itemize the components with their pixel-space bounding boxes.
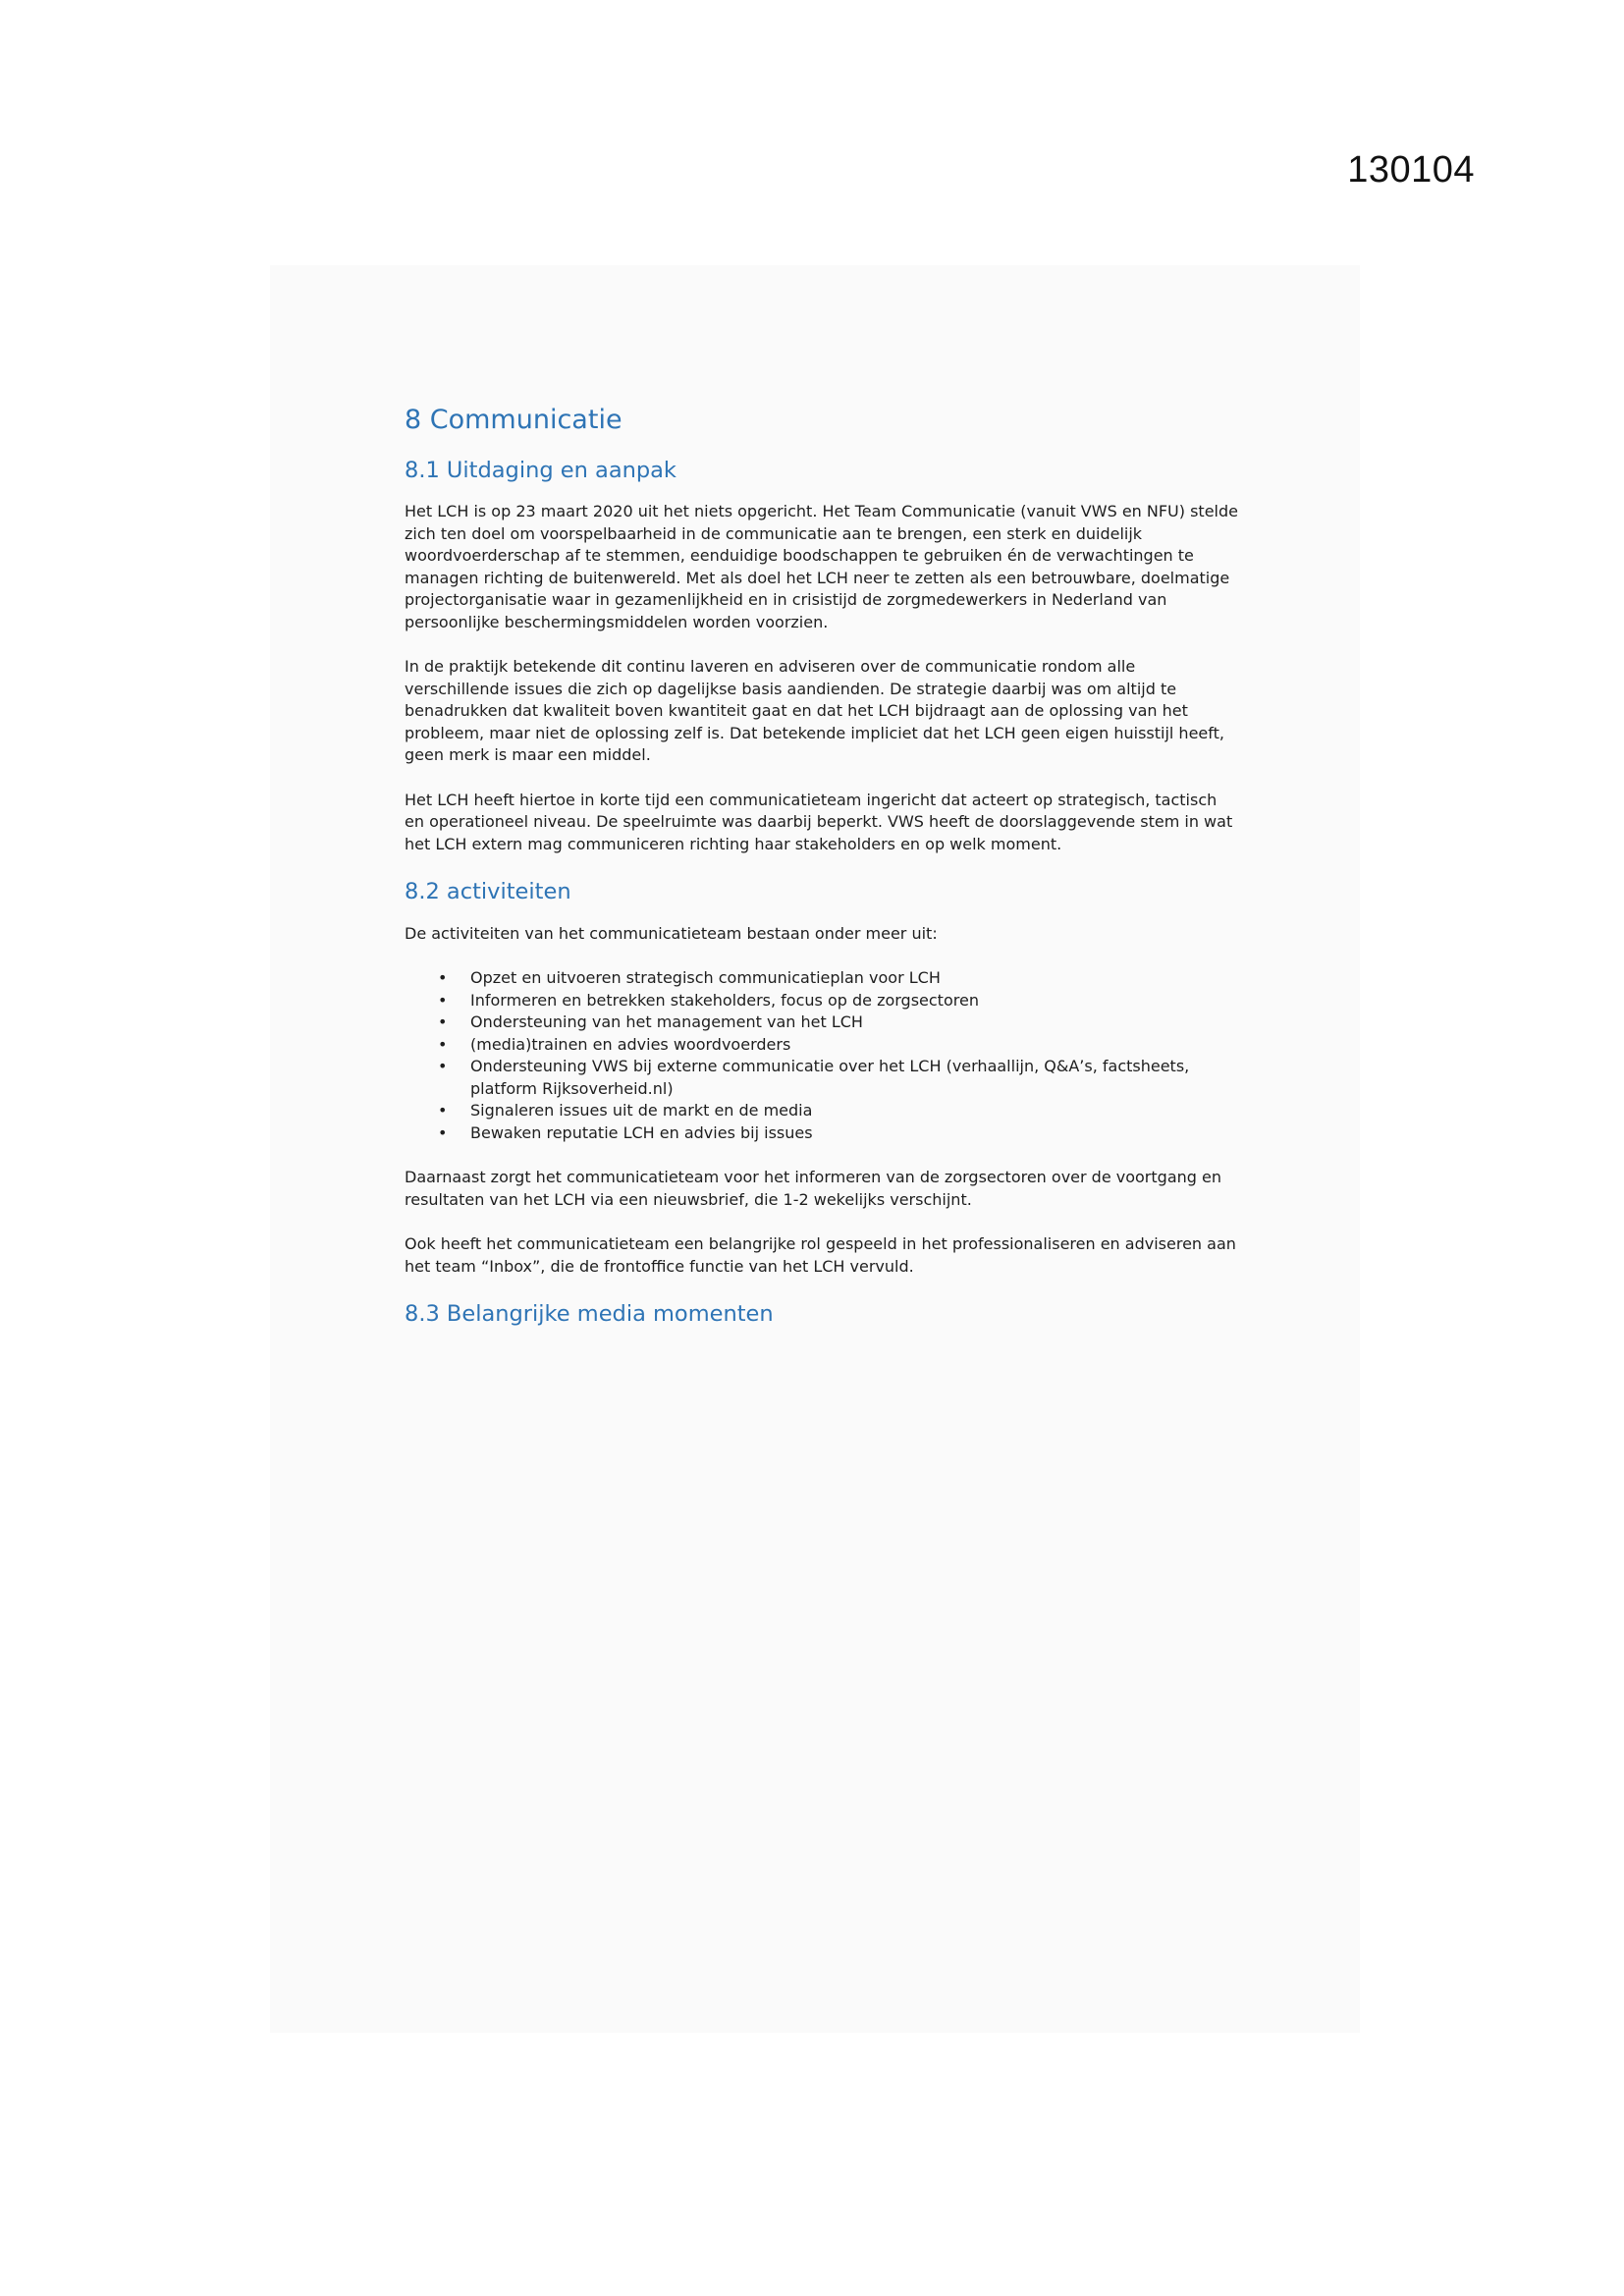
page-content (405, 403, 1239, 1344)
activities-list (405, 967, 1239, 1144)
paragraph-8-2-intro: De activiteiten van het communicatieteam bestaan onder meer uit: (405, 923, 938, 943)
document-number: 130104 (1347, 149, 1475, 191)
paragraph-8-1-2: In de praktijk betekende dit continu laveren en adviseren over de communicatie rondom alle verschillende issues die zich op dagelijkse basis aandienden. De strategie daarbij was om altijd te benadrukken dat kwaliteit boven kwantiteit gaat en dat het LCH bijdraagt aan de oplossing van het probleem, maar niet de oplossing zelf is. Dat betekende impliciet dat het LCH geen eigen huisstijl heeft, geen merk is maar een middel. (405, 657, 1224, 765)
list-item: • Ondersteuning VWS bij externe communicatie over het LCH (verhaallijn, Q&A’s, factsheets, platform Rijksoverheid.nl) (405, 1056, 1239, 1100)
section-title-8-1: 8.1 Uitdaging en aanpak (405, 458, 677, 484)
list-item: • Ondersteuning van het management van het LCH (405, 1011, 1239, 1034)
paragraph-8-2-1: Daarnaast zorgt het communicatieteam voor het informeren van de zorgsectoren over de voortgang en resultaten van het LCH via een nieuwsbrief, die 1-2 wekelijks verschijnt. (405, 1168, 1221, 1209)
list-item: • Informeren en betrekken stakeholders, focus op de zorgsectoren (405, 990, 1239, 1012)
list-item: • Opzet en uitvoeren strategisch communicatieplan voor LCH (405, 967, 1239, 990)
list-item: • Bewaken reputatie LCH en advies bij issues (405, 1122, 1239, 1145)
list-item: • Signaleren issues uit de markt en de media (405, 1100, 1239, 1122)
paragraph-8-2-2: Ook heeft het communicatieteam een belangrijke rol gespeeld in het professionaliseren en adviseren aan het team “Inbox”, die de frontoffice functie van het LCH vervuld. (405, 1234, 1236, 1276)
section-title-8-3: 8.3 Belangrijke media momenten (405, 1301, 774, 1328)
section-title-8-2: 8.2 activiteiten (405, 879, 571, 905)
paragraph-8-1-3: Het LCH heeft hiertoe in korte tijd een communicatieteam ingericht dat acteert op strategisch, tactisch en operationeel niveau. De speelruimte was daarbij beperkt. VWS heeft de doorslaggevende stem in wat het LCH extern mag communiceren richting haar stakeholders en op welk moment. (405, 790, 1233, 853)
paragraph-8-1-1: Het LCH is op 23 maart 2020 uit het niets opgericht. Het Team Communicatie (vanuit VWS en NFU) stelde zich ten doel om voorspelbaarheid in de communicatie aan te brengen, een sterk en duidelijk woordvoerderschap af te stemmen, eenduidige boodschappen te gebruiken én de verwachtingen te managen richting de buitenwereld. Met als doel het LCH neer te zetten als een betrouwbare, doelmatige projectorganisatie waar in gezamenlijkheid en in crisistijd de zorgmedewerkers in Nederland van persoonlijke beschermingsmiddelen worden voorzien. (405, 502, 1238, 631)
list-item: • (media)trainen en advies woordvoerders (405, 1034, 1239, 1057)
chapter-title: 8 Communicatie (405, 405, 623, 435)
